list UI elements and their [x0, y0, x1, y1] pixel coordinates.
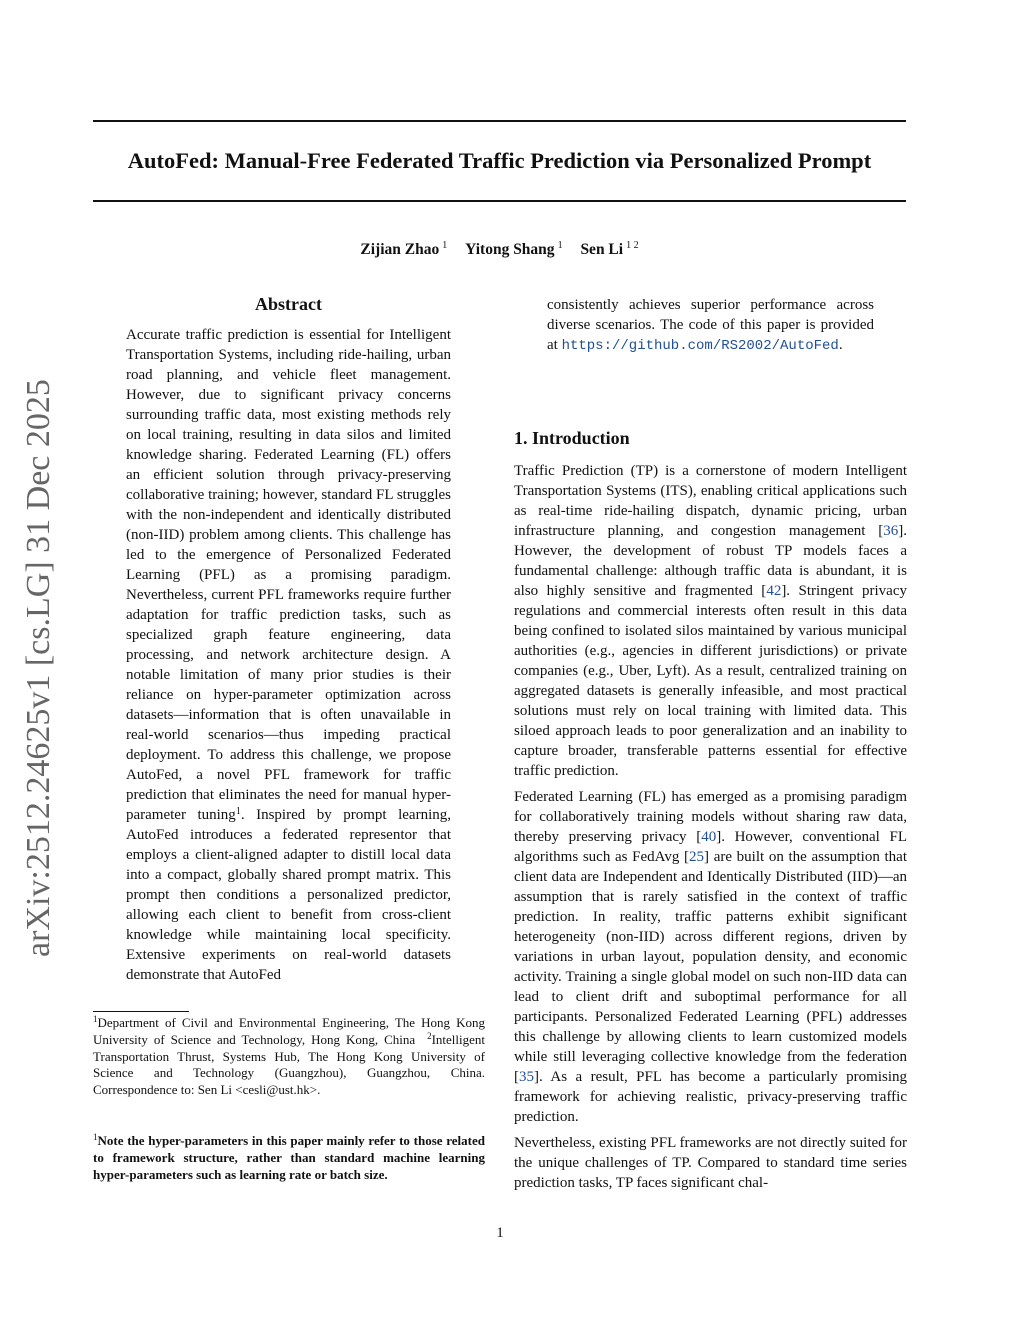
citation-link[interactable]: 42	[766, 583, 782, 599]
paragraph-text: Nevertheless, existing PFL frameworks are not directly suited for the unique challenges of TP. Compared to standard time series prediction tasks, TP faces significant chal-	[514, 1135, 907, 1191]
paragraph-text: ]. However, the development of robust TP models faces a fundamental challenge: although traffic data is abundant, it is also highly sensitive and fragmented [	[514, 523, 907, 599]
abstract-heading: Abstract	[255, 294, 322, 314]
paragraph-text: ]. As a result, PFL has become a particularly promising framework for achieving realistic, privacy-preserving traffic prediction.	[514, 1069, 907, 1125]
abstract-text: consistently achieves superior performance across diverse scenarios. The code of this paper is provided at	[547, 297, 874, 353]
footnote-mark: 1	[93, 1132, 98, 1142]
affiliation-text: Intelligent Transportation Thrust, Systems Hub, The Hong Kong University of Science and Technology (Guangzhou), Guangzhou, China. Correspondence to: Sen Li <cesli@ust.hk>.	[93, 1031, 485, 1098]
author-name: Zijian Zhao	[360, 241, 440, 258]
author	[465, 241, 562, 258]
citation-link[interactable]: 25	[689, 849, 705, 865]
abstract-text: . Inspired by prompt learning, AutoFed introduces a federated representor that employs a client-aligned adapter to distill local data into a compact, globally shared prompt matrix. This prompt then conditions a personalized predictor, allowing each client to benefit from cross-client knowledge while maintaining local specificity. Extensive experiments on real-world datasets demonstrate that AutoFed	[126, 807, 451, 983]
arxiv-identifier-stamp: arXiv:2512.24625v1 [cs.LG] 31 Dec 2025	[20, 379, 57, 957]
title-rule-top	[93, 120, 906, 122]
paragraph-text: Traffic Prediction (TP) is a cornerstone of modern Intelligent Transportation Systems (ITS), enabling critical applications such as real-time ride-hailing dispatch, dynamic pricing, urban infrastructure planning, and congestion management [	[514, 463, 907, 539]
author-name: Yitong Shang	[465, 241, 555, 258]
paragraph-text: ]. Stringent privacy regulations and commercial interests often result in this data being confined to isolated silos maintained by various municipal authorities (e.g., agencies in different jurisdictions) or private companies (e.g., Uber, Lyft). As a result, centralized training on aggregated datasets is generally infeasible, and most practical solutions must rely on local training with limited data. This siloed approach leads to poor generalization and an inability to capture broader, transferable patterns essential for effective traffic prediction.	[514, 583, 907, 779]
code-link[interactable]: https://github.com/RS2002/AutoFed	[561, 338, 839, 354]
paragraph	[514, 1133, 907, 1193]
abstract-body	[126, 325, 451, 985]
page-number: 1	[496, 1225, 504, 1241]
paragraph-text: ] are built on the assumption that client data are Independent and Identically Distributed (IID)—an assumption that is rarely satisfied in the context of traffic prediction. In reality, traffic patterns exhibit significant heterogeneity (non-IID) across different regions, driven by variations in urban layout, population density, and economic activity. Training a single global model on such non-IID data can lead to client drift and suboptimal performance for all participants. Personalized Federated Learning (PFL) addresses this challenge by allowing clients to learn customized models while still leveraging collective knowledge from the federation [	[514, 849, 907, 1085]
footnote-marker[interactable]: 1	[235, 806, 241, 817]
abstract-continuation	[547, 295, 874, 356]
author-list	[93, 235, 906, 261]
abstract-text: .	[838, 337, 843, 353]
footnote-separator	[93, 1011, 189, 1012]
affiliation-footnote	[93, 1015, 485, 1099]
citation-link[interactable]: 36	[883, 523, 899, 539]
author-affiliation-mark: 1 2	[626, 240, 639, 251]
paragraph	[514, 787, 907, 1127]
paper-title: AutoFed: Manual-Free Federated Traffic Prediction via Personalized Prompt	[127, 148, 872, 173]
citation-link[interactable]: 35	[519, 1069, 534, 1085]
citation-link[interactable]: 40	[701, 829, 717, 845]
paragraph-text: ]. However, conventional FL algorithms such as FedAvg [	[514, 829, 907, 865]
affiliation-text: Department of Civil and Environmental Engineering, The Hong Kong University of Science and Technology, Hong Kong, China	[93, 1015, 485, 1047]
author-affiliation-mark: 1	[442, 240, 448, 251]
hyperparameter-footnote	[93, 1133, 485, 1183]
affiliation-mark: 2	[427, 1030, 432, 1041]
author	[580, 241, 638, 258]
abstract-text: Accurate traffic prediction is essential for Intelligent Transportation Systems, including ride-hailing, urban road planning, and vehicle fleet management. However, due to significant privacy concerns surrounding traffic data, most existing methods rely on local training, resulting in data silos and limited knowledge sharing. Federated Learning (FL) offers an efficient solution through privacy-preserving collaborative training; however, standard FL struggles with the non-independent and identically distributed (non-IID) problem among clients. This challenge has led to the emergence of Personalized Federated Learning (PFL) as a promising paradigm. Nevertheless, current PFL frameworks require further adaptation for traffic prediction tasks, such as specialized graph feature engineering, data processing, and network architecture design. A notable limitation of many prior studies is their reliance on hyper-parameter optimization across datasets—information that is often unavailable in real-world scenarios—thus impeding practical deployment. To address this challenge, we propose AutoFed, a novel PFL framework for traffic prediction that eliminates the need for manual hyper-parameter tuning	[126, 327, 451, 823]
paragraph	[514, 461, 907, 781]
author-name: Sen Li	[580, 241, 624, 258]
title-rule-bottom	[93, 200, 906, 202]
affiliation-mark: 1	[93, 1014, 98, 1024]
author-affiliation-mark: 1	[557, 240, 563, 251]
introduction-body	[514, 461, 907, 1199]
author	[360, 241, 447, 258]
section-heading-introduction: 1. Introduction	[514, 428, 630, 448]
paragraph-text: Federated Learning (FL) has emerged as a promising paradigm for collaboratively training models without sharing raw data, thereby preserving privacy [	[514, 789, 907, 845]
footnote-text: Note the hyper-parameters in this paper mainly refer to those related to framework structure, rather than standard machine learning hyper-parameters such as learning rate or batch size.	[93, 1133, 485, 1182]
